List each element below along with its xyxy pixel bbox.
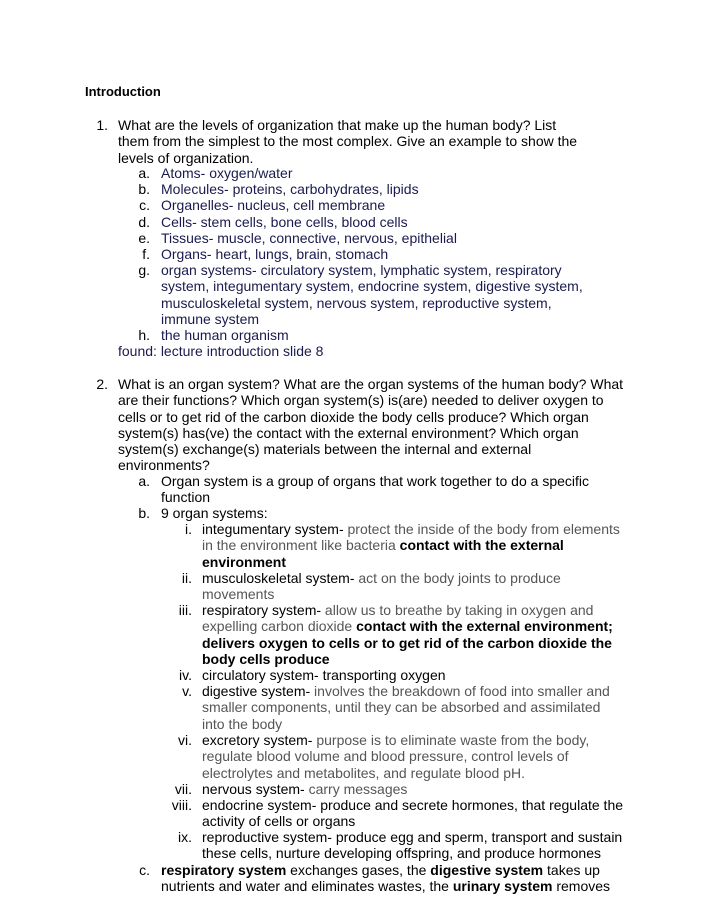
system-marker: i. xyxy=(185,521,192,537)
q2-line: cells or to get rid of the carbon dioxide the body cells produce? Which organ xyxy=(118,408,589,425)
q1-marker: 1. xyxy=(96,117,108,133)
system-desc: act on the body joints to produce xyxy=(354,570,561,586)
q2-line: are their functions? Which organ system(s) is(are) needed to deliver oxygen to xyxy=(118,392,604,409)
system-name: integumentary system- xyxy=(202,521,344,537)
system-line: these cells, nurture developing offspring, and produce hormones xyxy=(202,845,601,862)
system-marker: ix. xyxy=(178,829,192,845)
q2-item-b: 9 organ systems: xyxy=(161,505,268,521)
q1-item: Tissues- muscle, connective, nervous, epithelial xyxy=(161,230,457,246)
system-desc: purpose is to eliminate waste from the body, xyxy=(312,732,590,748)
system-marker: iii. xyxy=(178,602,192,618)
system-desc: regulate blood volume and blood pressure, control levels of xyxy=(202,748,569,765)
q1-item-line: immune system xyxy=(161,310,260,327)
q1-item-marker: e. xyxy=(138,230,150,246)
system-name: musculoskeletal system- xyxy=(202,570,355,586)
system-desc: involves the breakdown of food into smaller and xyxy=(310,683,610,699)
system-marker: v. xyxy=(182,683,192,699)
item-text: exchanges gases, the xyxy=(286,862,431,878)
q2-line: What is an organ system? What are the organ systems of the human body? What xyxy=(118,376,624,392)
system-desc: into the body xyxy=(202,715,283,732)
system-emphasis: respiratory system xyxy=(161,862,287,878)
system-emphasis: body cells produce xyxy=(202,650,330,667)
system-emphasis: delivers oxygen to cells or to get rid of the carbon dioxide the xyxy=(202,634,612,651)
item-text: takes up xyxy=(543,862,600,878)
q1-item-line: organ systems- circulatory system, lymphatic system, respiratory xyxy=(161,262,562,278)
q1-line: What are the levels of organization that make up the human body? List xyxy=(118,117,557,133)
system-desc: protect the inside of the body from elements xyxy=(343,521,620,537)
q2-item-c xyxy=(161,862,610,895)
system-desc: electrolytes and metabolites, and regulate blood pH. xyxy=(202,764,525,781)
q2-item-marker: a. xyxy=(138,473,150,489)
system-respiratory xyxy=(202,602,613,667)
system-marker: vi. xyxy=(178,732,192,748)
q2-marker: 2. xyxy=(96,376,108,392)
system-line: endocrine system- produce and secrete hormones, that regulate the xyxy=(202,797,624,813)
q1-line: levels of organization. xyxy=(118,149,254,166)
system-marker: ii. xyxy=(181,570,192,586)
q2-line: system(s) exchange(s) materials between the internal and external xyxy=(118,441,532,458)
system-name: excretory system- xyxy=(202,732,313,748)
q2-item-a xyxy=(161,473,589,506)
system-desc: smaller components, until they can be absorbed and assimilated xyxy=(202,699,601,716)
q2-line: environments? xyxy=(118,457,210,474)
q1-text xyxy=(118,117,577,166)
q1-item: Molecules- proteins, carbohydrates, lipids xyxy=(161,181,419,197)
item-text: removes xyxy=(552,878,611,895)
system-digestive xyxy=(202,683,610,732)
system-emphasis: digestive system xyxy=(430,862,544,878)
q2-line: system(s) has(ve) the contact with the external environment? Which organ xyxy=(118,424,579,441)
system-desc: movements xyxy=(202,586,275,603)
q1-item-marker: a. xyxy=(138,165,150,181)
system-line: reproductive system- produce egg and sperm, transport and sustain xyxy=(202,829,623,845)
q1-item: Atoms- oxygen/water xyxy=(161,165,293,181)
q1-item xyxy=(161,262,583,327)
q1-item: the human organism xyxy=(161,327,289,343)
q1-item: Cells- stem cells, bone cells, blood cells xyxy=(161,214,408,230)
system-marker: iv. xyxy=(179,667,192,683)
q1-item-marker: f. xyxy=(142,246,150,262)
q2-item-line: function xyxy=(161,489,211,506)
q1-item-marker: h. xyxy=(138,327,150,343)
system-emphasis: urinary system xyxy=(452,878,553,895)
system-emphasis: contact with the external environment; xyxy=(356,618,613,635)
q2-item-marker: b. xyxy=(138,505,150,521)
system-excretory xyxy=(202,732,589,781)
system-integumentary xyxy=(202,521,620,570)
system-name: nervous system- xyxy=(202,781,305,797)
system-name: digestive system- xyxy=(202,683,311,699)
system-musculoskeletal xyxy=(202,570,561,603)
system-endocrine xyxy=(202,797,623,830)
system-circulatory: circulatory system- transporting oxygen xyxy=(202,667,446,683)
q1-item: Organs- heart, lungs, brain, stomach xyxy=(161,246,389,262)
q1-found-note: found: lecture introduction slide 8 xyxy=(118,343,324,359)
system-desc: in the environment like bacteria xyxy=(202,537,400,554)
q1-item-marker: c. xyxy=(139,197,150,213)
section-heading: Introduction xyxy=(85,84,161,99)
system-desc: carry messages xyxy=(304,781,408,797)
q1-line: them from the simplest to the most complex. Give an example to show the xyxy=(118,133,578,150)
q1-item-line: system, integumentary system, endocrine system, digestive system, xyxy=(161,278,583,295)
system-nervous xyxy=(202,781,407,797)
q1-item-line: musculoskeletal system, nervous system, reproductive system, xyxy=(161,294,552,311)
q2-text xyxy=(118,376,623,474)
q1-item: Organelles- nucleus, cell membrane xyxy=(161,197,386,213)
system-emphasis: environment xyxy=(202,553,287,570)
q2-item-marker: c. xyxy=(139,862,150,878)
system-desc: expelling carbon dioxide xyxy=(202,618,357,635)
system-emphasis: contact with the external xyxy=(399,537,564,554)
system-marker: viii. xyxy=(171,797,192,813)
q1-item-marker: d. xyxy=(138,214,150,230)
q2-item-line: Organ system is a group of organs that work together to do a specific xyxy=(161,473,589,489)
q1-item-marker: b. xyxy=(138,181,150,197)
system-marker: vii. xyxy=(174,781,192,797)
q1-item-marker: g. xyxy=(138,262,150,278)
system-name: respiratory system- xyxy=(202,602,322,618)
system-line: activity of cells or organs xyxy=(202,813,356,830)
system-desc: allow us to breathe by taking in oxygen and xyxy=(321,602,594,618)
system-reproductive xyxy=(202,829,622,862)
item-text: nutrients and water and eliminates wastes, the xyxy=(161,878,453,895)
